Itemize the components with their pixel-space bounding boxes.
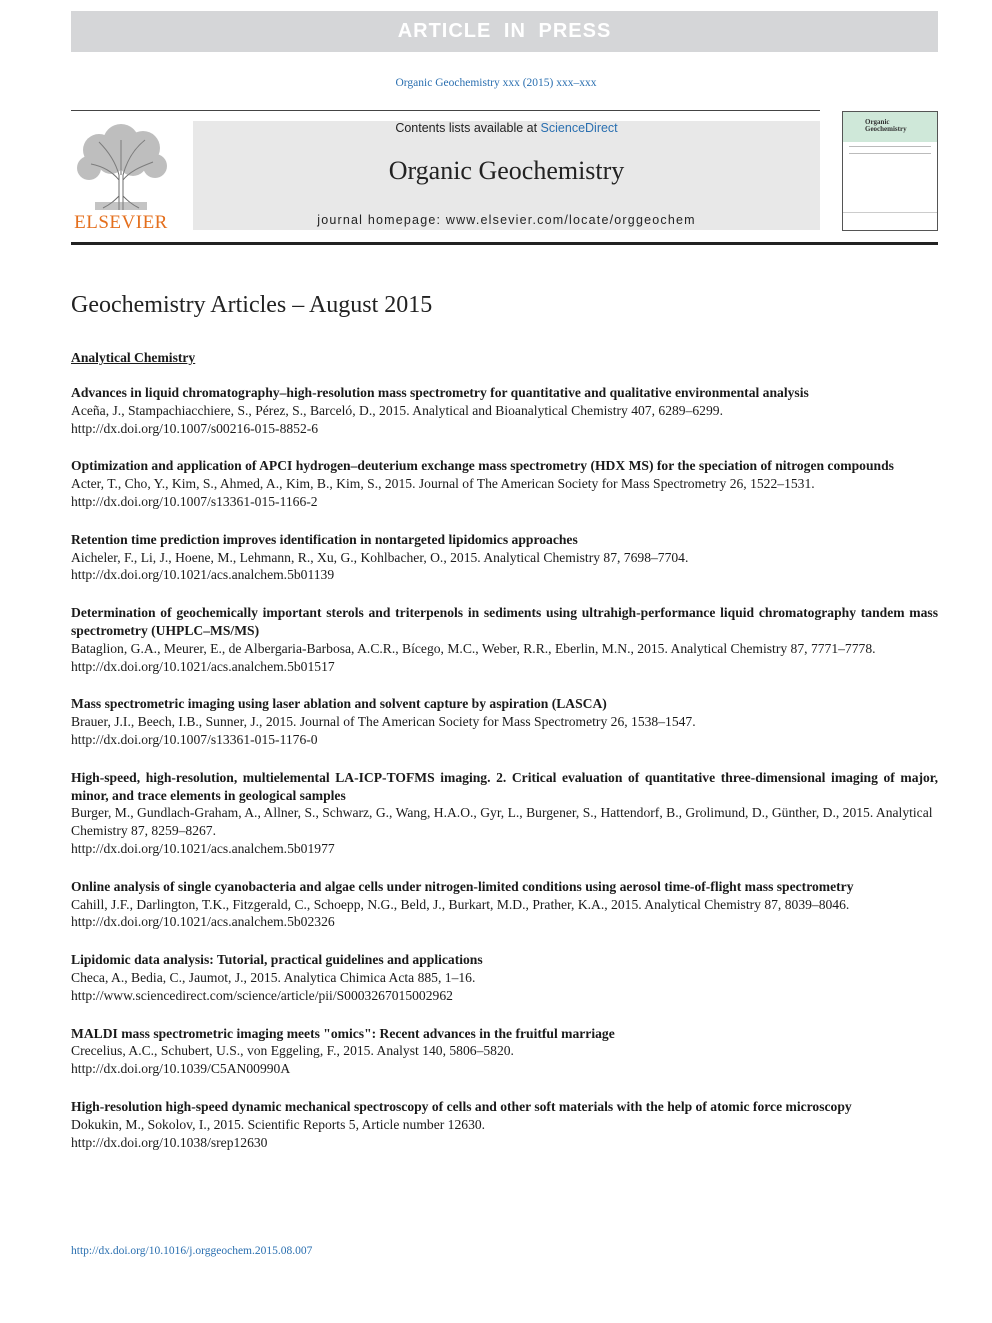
article-entry <box>71 1098 938 1151</box>
article-title: Retention time prediction improves identification in nontargeted lipidomics approaches <box>71 531 578 547</box>
article-entry <box>71 951 938 1004</box>
article-reference: Burger, M., Gundlach-Graham, A., Allner, S., Schwarz, G., Wang, H.A.O., Gyr, L., Burgener, S., Hattendorf, B., Grolimund, D., Günther, D., 2015. Analytical Chemistry 87, 8259–8267. <box>71 805 933 839</box>
article-title: High-speed, high-resolution, multielemental LA-ICP-TOFMS imaging. 2. Critical evaluation of quantitative three-dimensional imaging of major, minor, and trace elements in geological samples <box>71 769 938 803</box>
article-title: Online analysis of single cyanobacteria and algae cells under nitrogen-limited conditions using aerosol time-of-flight mass spectrometry <box>71 878 854 894</box>
article-entry <box>71 531 938 584</box>
cover-title-line2: Geochemistry <box>865 125 907 133</box>
article-reference: Aceña, J., Stampachiacchiere, S., Pérez, S., Barceló, D., 2015. Analytical and Bioanalytical Chemistry 407, 6289–6299. <box>71 402 723 418</box>
article-title: MALDI mass spectrometric imaging meets "omics": Recent advances in the fruitful marriage <box>71 1025 615 1041</box>
article-reference: Cahill, J.F., Darlington, T.K., Fitzgerald, C., Schoepp, N.G., Beld, J., Burkart, M.D., Prather, K.A., 2015. Analytical Chemistry 87, 8039–8046. <box>71 896 850 912</box>
article-doi-link[interactable]: http://dx.doi.org/10.1007/s13361-015-1176-0 <box>71 731 318 747</box>
article-title: Mass spectrometric imaging using laser ablation and solvent capture by aspiration (LASCA) <box>71 696 607 712</box>
article-reference: Brauer, J.I., Beech, I.B., Sunner, J., 2015. Journal of The American Society for Mass Spectrometry 26, 1538–1547. <box>71 714 696 730</box>
article-title: Optimization and application of APCI hydrogen–deuterium exchange mass spectrometry (HDX MS) for the speciation of nitrogen compounds <box>71 458 894 474</box>
journal-citation-link[interactable]: Organic Geochemistry xxx (2015) xxx–xxx <box>395 77 597 89</box>
article-entry <box>71 457 938 510</box>
journal-name: Organic Geochemistry <box>388 156 625 185</box>
article-entry <box>71 1025 938 1078</box>
publisher-logo[interactable] <box>71 120 171 232</box>
article-in-press-banner: ARTICLE IN PRESS <box>71 11 938 52</box>
article-doi-link[interactable]: http://dx.doi.org/10.1007/s00216-015-8852-6 <box>71 420 319 436</box>
article-doi-link[interactable]: http://dx.doi.org/10.1038/srep12630 <box>71 1134 268 1150</box>
section-heading: Analytical Chemistry <box>71 350 196 365</box>
cover-title-line1: Organic <box>865 118 890 126</box>
contents-prefix: Contents lists available at <box>395 121 541 135</box>
footer-doi-link[interactable]: http://dx.doi.org/10.1016/j.orggeochem.2015.08.007 <box>71 1245 313 1257</box>
article-title: Lipidomic data analysis: Tutorial, practical guidelines and applications <box>71 952 483 968</box>
article-doi-link[interactable]: http://dx.doi.org/10.1039/C5AN00990A <box>71 1061 291 1077</box>
cover-title <box>865 119 907 133</box>
article-entry <box>71 878 938 931</box>
article-reference: Checa, A., Bedia, C., Jaumot, J., 2015. Analytica Chimica Acta 885, 1–16. <box>71 969 476 985</box>
article-reference: Dokukin, M., Sokolov, I., 2015. Scientific Reports 5, Article number 12630. <box>71 1116 486 1132</box>
article-title: Advances in liquid chromatography–high-resolution mass spectrometry for quantitative and qualitative environmental analysis <box>71 385 809 400</box>
page-title: Geochemistry Articles – August 2015 <box>71 292 433 318</box>
article-doi-link[interactable]: http://dx.doi.org/10.1021/acs.analchem.5b02326 <box>71 914 335 930</box>
sciencedirect-link[interactable]: ScienceDirect <box>540 121 618 135</box>
tree-icon <box>73 120 169 212</box>
journal-cover-thumbnail[interactable] <box>842 111 938 231</box>
article-reference: Bataglion, G.A., Meurer, E., de Albergaria-Barbosa, A.C.R., Bícego, M.C., Weber, R.R., Eberlin, M.N., 2015. Analytical Chemistry 87, 7771–7778. <box>71 640 876 656</box>
cover-lines <box>849 146 931 154</box>
article-entry <box>71 769 938 858</box>
article-reference: Acter, T., Cho, Y., Kim, S., Ahmed, A., Kim, B., Kim, S., 2015. Journal of The American Society for Mass Spectrometry 26, 1522–1531. <box>71 476 815 492</box>
article-doi-link[interactable]: http://dx.doi.org/10.1021/acs.analchem.5b01977 <box>71 840 335 856</box>
publisher-name: ELSEVIER <box>74 212 168 233</box>
article-doi-link[interactable]: http://dx.doi.org/10.1021/acs.analchem.5b01139 <box>71 567 335 583</box>
cover-footer <box>843 212 937 231</box>
article-title: Determination of geochemically important sterols and triterpenols in sediments using ultrahigh-performance liquid chromatography tandem mass spectrometry (UHPLC–MS/MS) <box>71 605 938 638</box>
article-doi-link[interactable]: http://dx.doi.org/10.1007/s13361-015-1166-2 <box>71 493 318 509</box>
article-entry <box>71 384 938 437</box>
contents-available-line <box>193 121 820 135</box>
journal-homepage[interactable]: journal homepage: www.elsevier.com/locate/orggeochem <box>317 213 696 227</box>
article-reference: Crecelius, A.C., Schubert, U.S., von Eggeling, F., 2015. Analyst 140, 5806–5820. <box>71 1043 514 1059</box>
article-reference: Aicheler, F., Li, J., Hoene, M., Lehmann, R., Xu, G., Kohlbacher, O., 2015. Analytical Chemistry 87, 7698–7704. <box>71 549 689 565</box>
article-entry <box>71 695 938 748</box>
article-doi-link[interactable]: http://www.sciencedirect.com/science/article/pii/S0003267015002962 <box>71 987 453 1003</box>
article-list <box>71 384 938 1151</box>
article-doi-link[interactable]: http://dx.doi.org/10.1021/acs.analchem.5b01517 <box>71 658 335 674</box>
header-divider <box>71 110 820 111</box>
masthead-rule <box>71 242 938 245</box>
article-title: High-resolution high-speed dynamic mechanical spectroscopy of cells and other soft materials with the help of atomic force microscopy <box>71 1098 852 1114</box>
journal-masthead <box>193 121 820 230</box>
article-entry <box>71 604 938 675</box>
